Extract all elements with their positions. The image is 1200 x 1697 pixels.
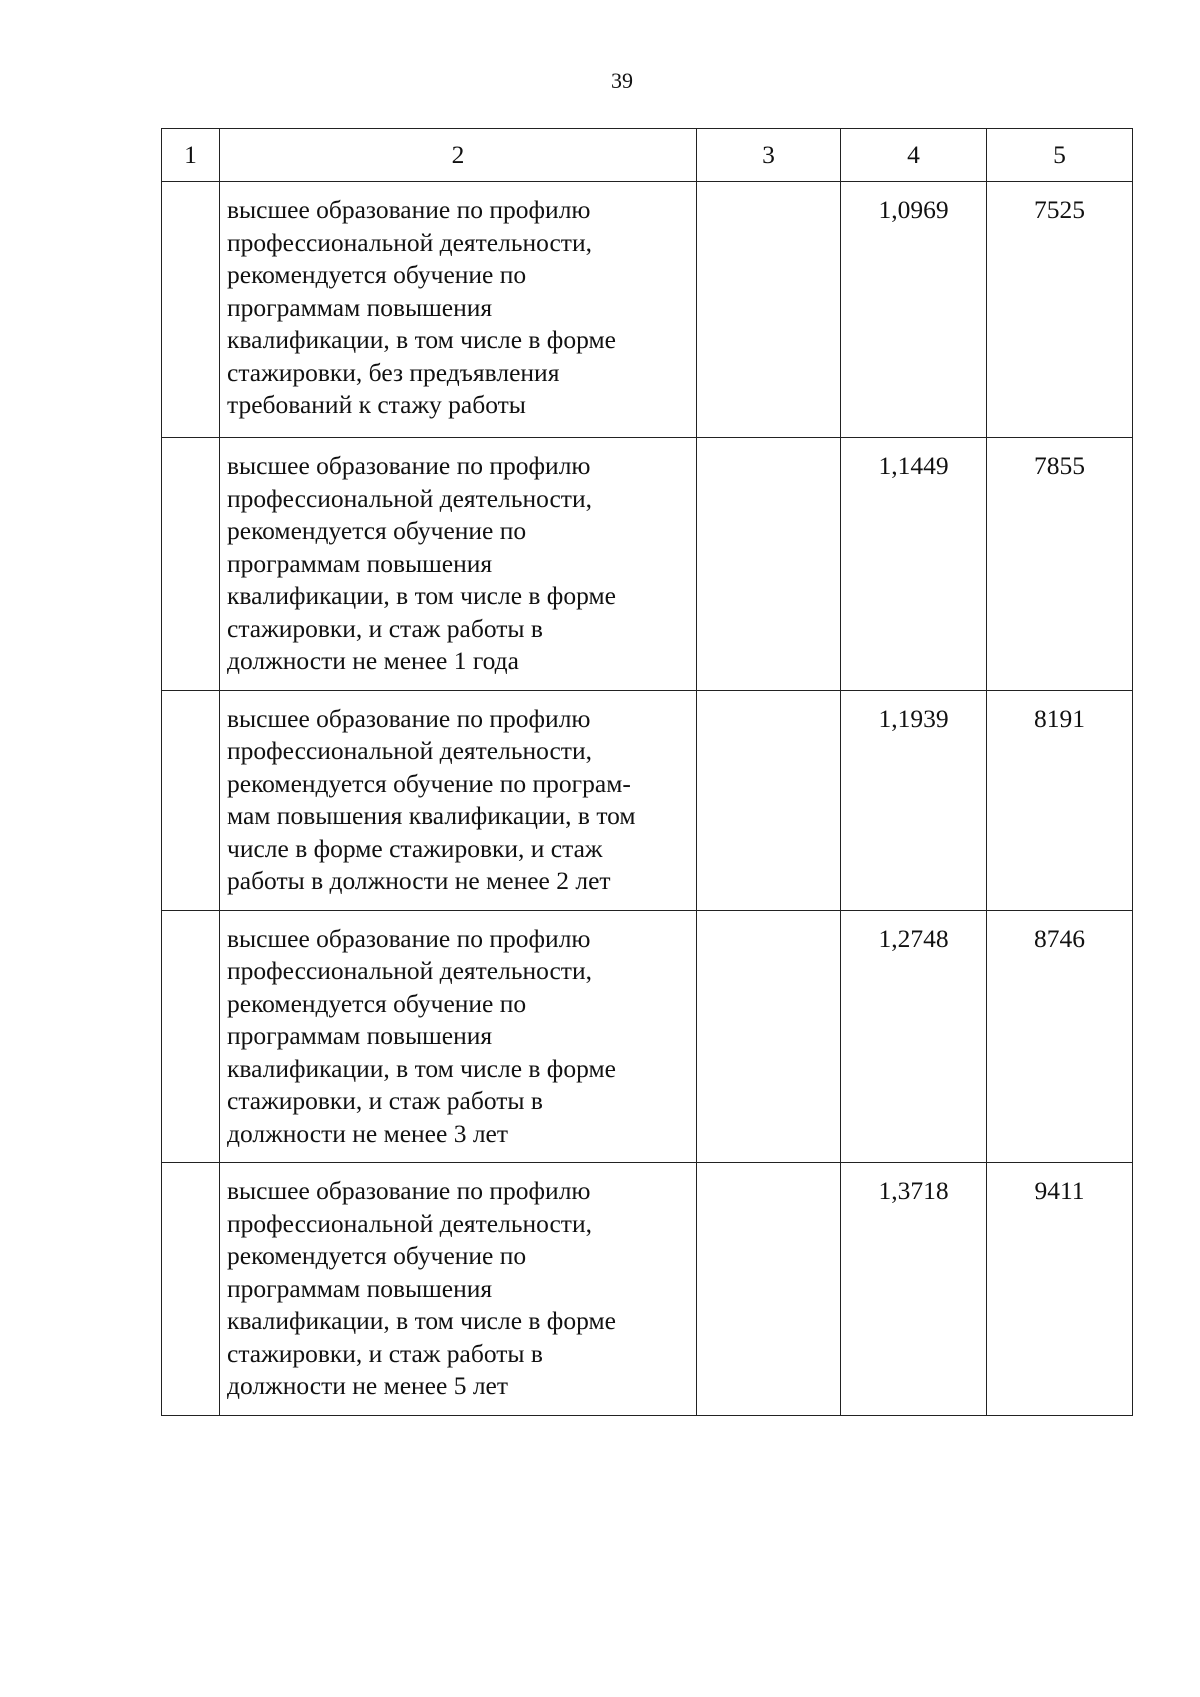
requirement-text-line: квалификации, в том числе в форме [227,325,616,354]
requirement-text-line: высшее образование по профилю [227,923,591,953]
row-coefficient-cell: 1,1939 [841,690,987,910]
requirement-text-line: высшее образование по профилю [227,451,591,480]
row-col-1-cell [162,182,220,438]
row-coefficient-cell: 1,0969 [841,182,987,438]
row-requirement-cell [220,182,697,438]
requirement-text-line: числе в форме стажировки, и стаж [227,833,603,863]
requirement-text-line: квалификации, в том числе в форме [227,581,616,610]
row-coefficient-cell: 1,1449 [841,438,987,691]
row-requirement-cell [220,1163,697,1416]
requirement-text-line: профессиональной деятельности, [227,227,592,257]
requirement-text-line: должности не менее 5 лет [227,1371,509,1400]
table-row [162,910,1133,1163]
row-amount-cell: 7855 [987,438,1133,691]
requirement-text-line: программам повышения [227,1273,493,1303]
requirement-text-line: рекомендуется обучение по [227,516,527,545]
row-col-1-cell [162,1163,220,1416]
requirement-text-line: программам повышения [227,548,493,578]
requirement-text-line: мам повышения квалификации, в том [227,801,636,830]
row-col-1-cell [162,910,220,1163]
row-amount-cell: 9411 [987,1163,1133,1416]
header-col-4: 4 [841,129,987,182]
table-row [162,690,1133,910]
requirement-text-line: рекомендуется обучение по [227,1241,527,1270]
row-col-3-cell [697,1163,841,1416]
row-col-3-cell [697,910,841,1163]
requirement-text-line: профессиональной деятельности, [227,956,592,985]
requirement-text-line: квалификации, в том числе в форме [227,1053,616,1083]
requirement-text-line: должности не менее 3 лет [227,1118,509,1148]
requirement-text-line: профессиональной деятельности, [227,736,592,765]
table-row [162,182,1133,438]
row-col-1-cell [162,690,220,910]
header-col-5: 5 [987,129,1133,182]
row-amount-cell: 7525 [987,182,1133,438]
row-col-3-cell [697,690,841,910]
table-row [162,438,1133,691]
requirement-text-line: рекомендуется обучение по [227,260,527,289]
row-amount-cell: 8746 [987,910,1133,1163]
header-col-2: 2 [220,129,697,182]
table-header-row [162,129,1133,182]
requirement-text-line: стажировки, и стаж работы в [227,1338,543,1368]
row-col-3-cell [697,182,841,438]
requirement-text-line: высшее образование по профилю [227,703,591,733]
row-col-3-cell [697,438,841,691]
requirement-text-line: работы в должности не менее 2 лет [227,866,611,895]
row-requirement-cell [220,910,697,1163]
requirement-text-line: высшее образование по профилю [227,1176,591,1205]
table-row [162,1163,1133,1416]
requirement-text-line: программам повышения [227,292,493,322]
requirement-text-line: требований к стажу работы [227,390,526,419]
requirement-text-line: стажировки, и стаж работы в [227,1086,543,1115]
header-col-1: 1 [162,129,220,182]
requirement-text-line: стажировки, без предъявления [227,357,560,387]
page-number: 39 [611,68,633,93]
requirement-text-line: программам повышения [227,1021,493,1050]
requirement-text-line: квалификации, в том числе в форме [227,1306,616,1335]
row-amount-cell: 8191 [987,690,1133,910]
row-requirement-cell [220,438,697,691]
row-requirement-cell [220,690,697,910]
row-coefficient-cell: 1,2748 [841,910,987,1163]
row-coefficient-cell: 1,3718 [841,1163,987,1416]
requirement-text-line: профессиональной деятельности, [227,1208,592,1238]
requirement-text-line: должности не менее 1 года [227,646,519,675]
header-col-3: 3 [697,129,841,182]
row-col-1-cell [162,438,220,691]
requirement-text-line: профессиональной деятельности, [227,483,592,513]
requirement-text-line: рекомендуется обучение по [227,988,527,1018]
requirement-text-line: высшее образование по профилю [227,195,591,224]
qualification-table [161,128,1133,1416]
requirement-text-line: рекомендуется обучение по програм- [227,768,631,798]
requirement-text-line: стажировки, и стаж работы в [227,613,543,643]
